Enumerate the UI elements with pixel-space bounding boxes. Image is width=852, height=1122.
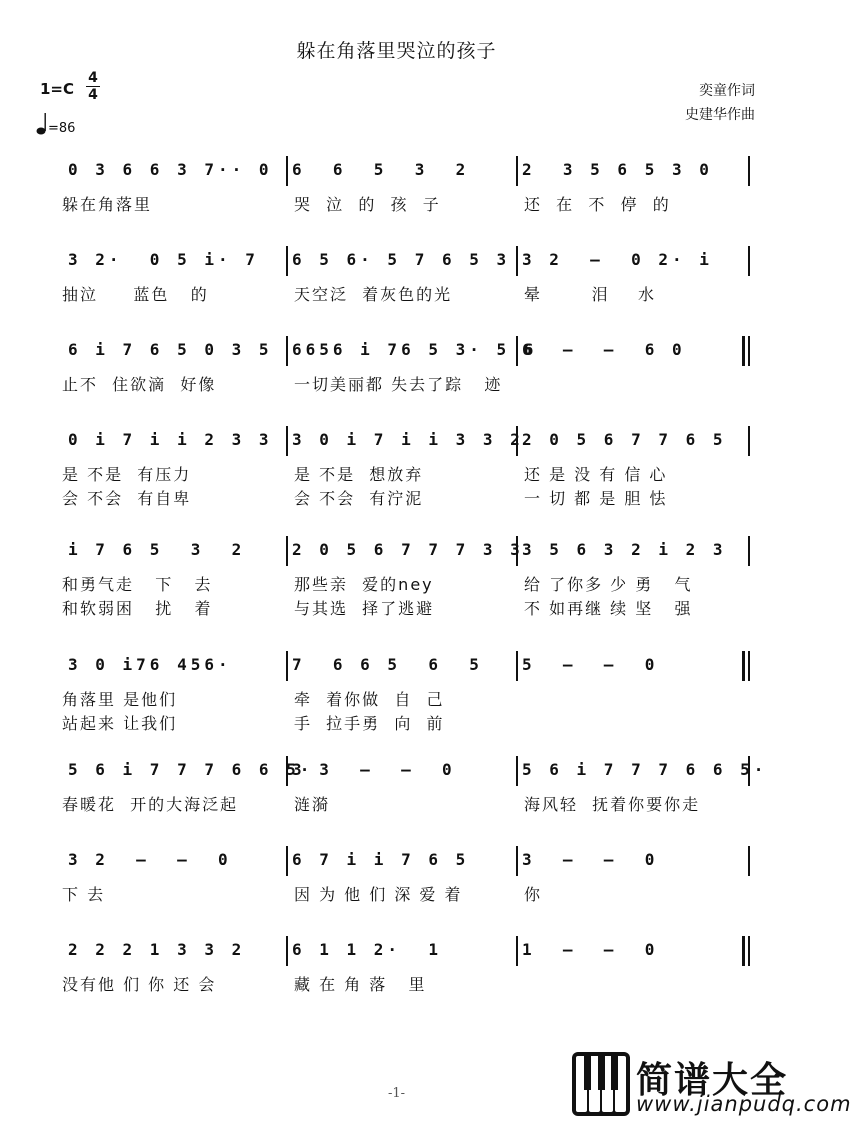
lyric-line-1: 没有他 们 你 还 会 bbox=[62, 975, 217, 994]
score-system bbox=[62, 850, 752, 936]
measure-notes: 6 6 5 3 2 bbox=[292, 160, 470, 179]
measure-notes: 2 0 5 6 7 7 6 5 bbox=[522, 430, 727, 449]
measure-notes: 5 6 i 7 7 7 6 6 5· bbox=[522, 760, 768, 779]
score-system bbox=[62, 760, 768, 846]
measure-notes: 6 5 6· 5 7 6 5 3 bbox=[292, 250, 511, 269]
quarter-note-icon bbox=[36, 112, 48, 136]
lyric-line-1: 春暖花 开的大海泛起 bbox=[62, 795, 239, 814]
lyric-line-1: 角落里 是他们 bbox=[62, 690, 178, 709]
barline bbox=[516, 936, 518, 966]
lyric-line-2: 站起来 让我们 bbox=[62, 714, 178, 733]
measure-notes: 3 2 – 0 2· i bbox=[522, 250, 713, 269]
barline bbox=[286, 651, 288, 681]
barline bbox=[748, 846, 750, 876]
lyric-line-1: 还 在 不 停 的 bbox=[524, 195, 671, 214]
measure-notes: 6 7 i i 7 6 5 bbox=[292, 850, 470, 869]
barline bbox=[286, 246, 288, 276]
barline bbox=[286, 936, 288, 966]
barline bbox=[748, 536, 750, 566]
tempo-marking bbox=[36, 112, 75, 136]
logo-url-text: www.jianpudq.com bbox=[636, 1092, 852, 1116]
lyric-line-2: 会 不会 有泞泥 bbox=[294, 489, 424, 508]
barline bbox=[516, 156, 518, 186]
measure-notes: 5 6 i 7 7 7 6 6 5· bbox=[68, 760, 314, 779]
lyric-line-1: 躲在角落里 bbox=[62, 195, 153, 214]
lyric-line-1: 藏 在 角 落 里 bbox=[294, 975, 427, 994]
measure-notes: 2 0 5 6 7 7 7 3 3 bbox=[292, 540, 524, 559]
measure-notes: 7 6 6 5 6 5 bbox=[292, 655, 483, 674]
measure-notes: i 7 6 5 3 2 bbox=[68, 540, 246, 559]
tempo-value: =86 bbox=[48, 121, 76, 136]
score-system bbox=[62, 430, 752, 516]
barline bbox=[286, 426, 288, 456]
measure-notes: 1 – – 0 bbox=[522, 940, 659, 959]
barline bbox=[516, 756, 518, 786]
barline bbox=[286, 846, 288, 876]
lyric-line-2: 手 拉手勇 向 前 bbox=[294, 714, 445, 733]
barline bbox=[516, 846, 518, 876]
measure-notes: 6656 i 76 5 3· 5 6 bbox=[292, 340, 538, 359]
barline bbox=[286, 336, 288, 366]
lyric-line-1: 下 去 bbox=[62, 885, 106, 904]
barline bbox=[748, 426, 750, 456]
measure-notes: 3 – – 0 bbox=[522, 850, 659, 869]
measure-notes: 0 3 6 6 3 7·· 0 bbox=[68, 160, 273, 179]
score-system bbox=[62, 655, 752, 741]
lyric-line-1: 涟漪 bbox=[294, 795, 331, 814]
lyric-line-1: 还 是 没 有 信 心 bbox=[524, 465, 668, 484]
lyric-line-2: 不 如再继 续 坚 强 bbox=[524, 599, 693, 618]
barline bbox=[516, 246, 518, 276]
song-title: 躲在角落里哭泣的孩子 bbox=[296, 40, 497, 62]
measure-notes: 3 0 i 7 i i 3 3 2 bbox=[292, 430, 524, 449]
lyric-line-1: 抽泣 蓝色 的 bbox=[62, 285, 209, 304]
lyric-line-1: 天空泛 着灰色的光 bbox=[294, 285, 453, 304]
barline bbox=[748, 651, 750, 681]
lyric-line-1: 晕 泪 水 bbox=[524, 285, 656, 304]
lyric-line-2: 和软弱困 扰 着 bbox=[62, 599, 213, 618]
measure-notes: 3 0 i76 456· bbox=[68, 655, 232, 674]
lyric-line-1: 止不 住欲滴 好像 bbox=[62, 375, 217, 394]
lyric-line-2: 与其选 择了逃避 bbox=[294, 599, 435, 618]
lyricist-credit: 奕童作词 bbox=[699, 83, 755, 99]
measure-notes: 6 i 7 6 5 0 3 5 bbox=[68, 340, 273, 359]
measure-notes: 6 1 1 2· 1 bbox=[292, 940, 442, 959]
barline bbox=[748, 246, 750, 276]
piano-keys-icon bbox=[572, 1052, 630, 1116]
lyric-line-1: 是 不是 有压力 bbox=[62, 465, 192, 484]
measure-notes: 6 – – 6 0 bbox=[522, 340, 686, 359]
measure-notes: 3 2 – – 0 bbox=[68, 850, 232, 869]
lyric-line-2: 会 不会 有自卑 bbox=[62, 489, 192, 508]
page-number: -1- bbox=[387, 1086, 406, 1101]
lyric-line-2: 一 切 都 是 胆 怯 bbox=[524, 489, 668, 508]
time-signature bbox=[86, 70, 100, 103]
time-signature-top: 4 bbox=[86, 70, 100, 87]
lyric-line-1: 海风轻 抚着你要你走 bbox=[524, 795, 701, 814]
lyric-line-1: 你 bbox=[524, 885, 543, 904]
score-system bbox=[62, 940, 752, 1026]
barline bbox=[748, 336, 750, 366]
measure-notes: 5 – – 0 bbox=[522, 655, 659, 674]
barline bbox=[516, 651, 518, 681]
measure-notes: 3 5 6 3 2 i 2 3 bbox=[522, 540, 727, 559]
lyric-line-1: 和勇气走 下 去 bbox=[62, 575, 213, 594]
lyric-line-1: 那些亲 爱的ney bbox=[294, 575, 434, 594]
measure-notes: 2 3 5 6 5 3 0 bbox=[522, 160, 713, 179]
barline bbox=[286, 536, 288, 566]
site-logo bbox=[572, 1052, 852, 1118]
measure-notes: 3 3 – – 0 bbox=[292, 760, 456, 779]
measure-notes: 0 i 7 i i 2 3 3 bbox=[68, 430, 273, 449]
score-system bbox=[62, 160, 752, 246]
time-signature-bottom: 4 bbox=[88, 87, 98, 103]
barline bbox=[286, 156, 288, 186]
lyric-line-1: 牵 着你做 自 己 bbox=[294, 690, 445, 709]
score-system bbox=[62, 540, 752, 626]
measure-notes: 2 2 2 1 3 3 2 bbox=[68, 940, 246, 959]
measure-notes: 3 2· 0 5 i· 7 bbox=[68, 250, 259, 269]
barline bbox=[748, 156, 750, 186]
score-system bbox=[62, 250, 752, 336]
lyric-line-1: 因 为 他 们 深 爱 着 bbox=[294, 885, 463, 904]
lyric-line-1: 哭 泣 的 孩 子 bbox=[294, 195, 441, 214]
composer-credit: 史建华作曲 bbox=[685, 107, 755, 123]
lyric-line-1: 一切美丽都 失去了踪 迹 bbox=[294, 375, 503, 394]
logo-brand-text: 简谱大全 bbox=[636, 1060, 789, 1101]
barline bbox=[748, 936, 750, 966]
score-system bbox=[62, 340, 752, 426]
key-signature: 1=C bbox=[40, 80, 75, 98]
lyric-line-1: 给 了你多 少 勇 气 bbox=[524, 575, 693, 594]
lyric-line-1: 是 不是 想放弃 bbox=[294, 465, 424, 484]
